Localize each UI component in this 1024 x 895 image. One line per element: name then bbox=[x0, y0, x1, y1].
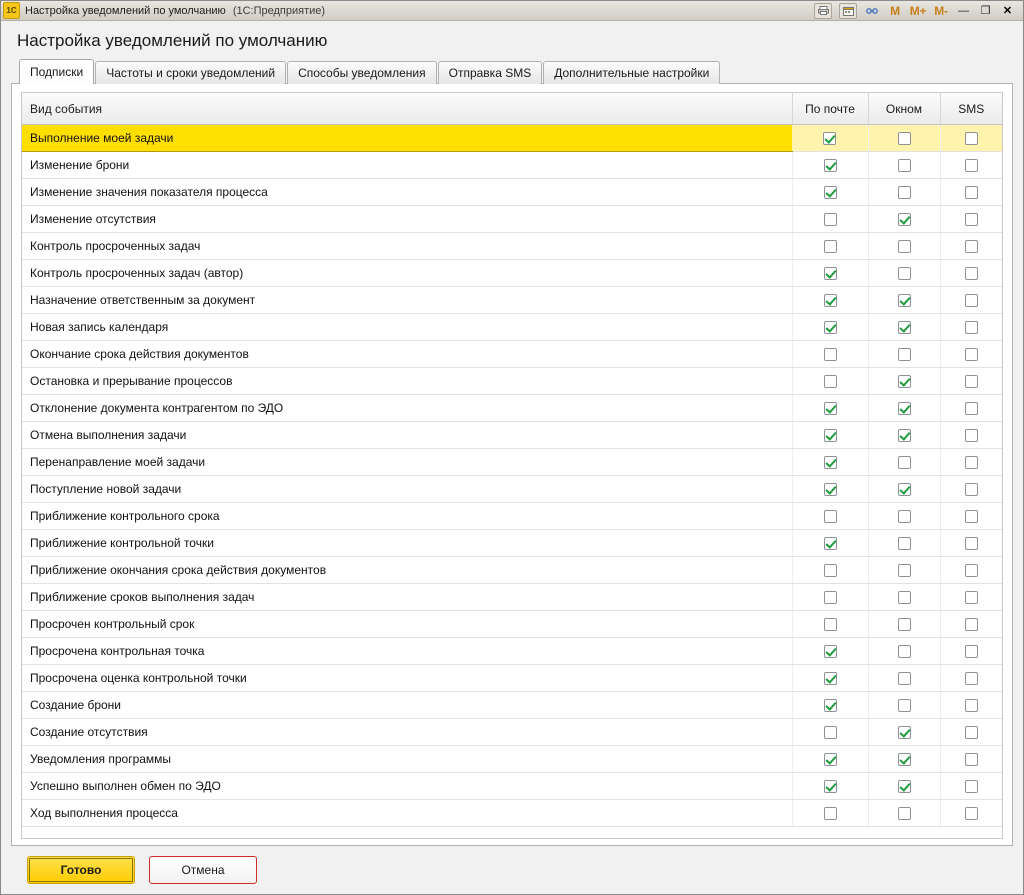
table-header-row bbox=[22, 93, 1002, 125]
page-title: Настройка уведомлений по умолчанию bbox=[17, 31, 328, 50]
event-name-cell[interactable]: Успешно выполнен обмен по ЭДО bbox=[22, 773, 792, 800]
checkbox-mail[interactable] bbox=[824, 618, 837, 631]
checkbox-mail-cell[interactable] bbox=[792, 341, 868, 368]
checkbox-sms[interactable] bbox=[965, 348, 978, 361]
checkbox-mail[interactable] bbox=[824, 753, 837, 766]
table-row[interactable] bbox=[22, 314, 1002, 341]
event-name-cell[interactable]: Выполнение моей задачи bbox=[22, 125, 792, 152]
event-name-cell[interactable]: Создание брони bbox=[22, 692, 792, 719]
checkbox-window[interactable] bbox=[898, 807, 911, 820]
tab-bar bbox=[19, 61, 1013, 84]
checkbox-mail-cell[interactable] bbox=[792, 260, 868, 287]
events-table-body bbox=[22, 125, 1002, 827]
checkbox-window-cell[interactable] bbox=[868, 584, 940, 611]
checkbox-mail-cell[interactable] bbox=[792, 206, 868, 233]
event-name-cell[interactable]: Приближение сроков выполнения задач bbox=[22, 584, 792, 611]
checkbox-window-cell[interactable] bbox=[868, 422, 940, 449]
checkbox-window[interactable] bbox=[898, 186, 911, 199]
checkbox-window[interactable] bbox=[898, 645, 911, 658]
checkbox-mail-cell[interactable] bbox=[792, 746, 868, 773]
done-button[interactable]: Готово bbox=[27, 856, 135, 884]
event-name-cell[interactable]: Просрочена оценка контрольной точки bbox=[22, 665, 792, 692]
checkbox-mail[interactable] bbox=[824, 348, 837, 361]
checkbox-window[interactable] bbox=[898, 537, 911, 550]
checkbox-window[interactable] bbox=[898, 132, 911, 145]
checkbox-mail-cell[interactable] bbox=[792, 449, 868, 476]
checkbox-mail-cell[interactable] bbox=[792, 395, 868, 422]
event-name-cell[interactable]: Контроль просроченных задач (автор) bbox=[22, 260, 792, 287]
checkbox-window[interactable] bbox=[898, 483, 911, 496]
checkbox-mail-cell[interactable] bbox=[792, 557, 868, 584]
event-name-cell[interactable]: Изменение брони bbox=[22, 152, 792, 179]
checkbox-mail-cell[interactable] bbox=[792, 584, 868, 611]
checkbox-sms[interactable] bbox=[965, 240, 978, 253]
checkbox-mail[interactable] bbox=[824, 267, 837, 280]
checkbox-sms[interactable] bbox=[965, 402, 978, 415]
checkbox-window[interactable] bbox=[898, 618, 911, 631]
checkbox-sms-cell[interactable] bbox=[940, 557, 1002, 584]
table-row[interactable] bbox=[22, 179, 1002, 206]
checkbox-mail[interactable] bbox=[824, 321, 837, 334]
checkbox-mail-cell[interactable] bbox=[792, 233, 868, 260]
checkbox-sms-cell[interactable] bbox=[940, 719, 1002, 746]
table-row[interactable] bbox=[22, 476, 1002, 503]
table-row[interactable] bbox=[22, 638, 1002, 665]
checkbox-sms-cell[interactable] bbox=[940, 368, 1002, 395]
table-row[interactable] bbox=[22, 692, 1002, 719]
table-row[interactable] bbox=[22, 665, 1002, 692]
footer-bar bbox=[11, 846, 1013, 894]
checkbox-sms[interactable] bbox=[965, 132, 978, 145]
checkbox-window-cell[interactable] bbox=[868, 665, 940, 692]
checkbox-window[interactable] bbox=[898, 348, 911, 361]
column-header-window[interactable]: Окном bbox=[868, 93, 940, 125]
checkbox-window-cell[interactable] bbox=[868, 773, 940, 800]
close-button[interactable]: ✕ bbox=[1002, 5, 1013, 17]
checkbox-mail[interactable] bbox=[824, 456, 837, 469]
column-header-event[interactable]: Вид события bbox=[22, 93, 792, 125]
checkbox-sms[interactable] bbox=[965, 456, 978, 469]
event-name-cell[interactable]: Приближение окончания срока действия документов bbox=[22, 557, 792, 584]
table-row[interactable] bbox=[22, 773, 1002, 800]
checkbox-window[interactable] bbox=[898, 402, 911, 415]
table-row[interactable] bbox=[22, 611, 1002, 638]
checkbox-sms-cell[interactable] bbox=[940, 422, 1002, 449]
checkbox-sms-cell[interactable] bbox=[940, 341, 1002, 368]
printer-icon[interactable] bbox=[814, 3, 832, 19]
checkbox-sms-cell[interactable] bbox=[940, 179, 1002, 206]
checkbox-mail[interactable] bbox=[824, 564, 837, 577]
checkbox-mail[interactable] bbox=[824, 240, 837, 253]
checkbox-mail[interactable] bbox=[824, 672, 837, 685]
event-name-cell[interactable]: Уведомления программы bbox=[22, 746, 792, 773]
title-bar-tools bbox=[814, 3, 1021, 19]
checkbox-sms-cell[interactable] bbox=[940, 746, 1002, 773]
m-plus-icon[interactable]: M+ bbox=[909, 3, 927, 18]
m-minus-icon[interactable]: M- bbox=[934, 3, 948, 18]
table-row[interactable] bbox=[22, 395, 1002, 422]
checkbox-mail[interactable] bbox=[824, 726, 837, 739]
checkbox-sms-cell[interactable] bbox=[940, 800, 1002, 827]
checkbox-sms[interactable] bbox=[965, 267, 978, 280]
checkbox-window[interactable] bbox=[898, 240, 911, 253]
table-row[interactable] bbox=[22, 449, 1002, 476]
checkbox-window-cell[interactable] bbox=[868, 206, 940, 233]
event-name-cell[interactable]: Назначение ответственным за документ bbox=[22, 287, 792, 314]
checkbox-window[interactable] bbox=[898, 564, 911, 577]
table-row[interactable] bbox=[22, 206, 1002, 233]
checkbox-mail[interactable] bbox=[824, 402, 837, 415]
window-subtitle: (1С:Предприятие) bbox=[232, 4, 326, 17]
checkbox-window-cell[interactable] bbox=[868, 611, 940, 638]
checkbox-window[interactable] bbox=[898, 591, 911, 604]
checkbox-sms[interactable] bbox=[965, 375, 978, 388]
checkbox-mail[interactable] bbox=[824, 699, 837, 712]
checkbox-mail-cell[interactable] bbox=[792, 179, 868, 206]
event-name-cell[interactable]: Новая запись календаря bbox=[22, 314, 792, 341]
checkbox-sms-cell[interactable] bbox=[940, 584, 1002, 611]
event-name-cell[interactable]: Перенаправление моей задачи bbox=[22, 449, 792, 476]
table-row[interactable] bbox=[22, 557, 1002, 584]
checkbox-window[interactable] bbox=[898, 267, 911, 280]
checkbox-window-cell[interactable] bbox=[868, 287, 940, 314]
window-content bbox=[1, 21, 1023, 894]
table-row[interactable] bbox=[22, 746, 1002, 773]
checkbox-window-cell[interactable] bbox=[868, 395, 940, 422]
checkbox-window[interactable] bbox=[898, 672, 911, 685]
checkbox-sms[interactable] bbox=[965, 537, 978, 550]
checkbox-mail-cell[interactable] bbox=[792, 476, 868, 503]
checkbox-sms-cell[interactable] bbox=[940, 773, 1002, 800]
checkbox-window[interactable] bbox=[898, 429, 911, 442]
checkbox-sms[interactable] bbox=[965, 807, 978, 820]
checkbox-mail-cell[interactable] bbox=[792, 287, 868, 314]
event-name-cell[interactable]: Отмена выполнения задачи bbox=[22, 422, 792, 449]
checkbox-mail-cell[interactable] bbox=[792, 152, 868, 179]
table-row[interactable] bbox=[22, 125, 1002, 152]
checkbox-window-cell[interactable] bbox=[868, 746, 940, 773]
checkbox-sms[interactable] bbox=[965, 510, 978, 523]
checkbox-window-cell[interactable] bbox=[868, 260, 940, 287]
table-row[interactable] bbox=[22, 287, 1002, 314]
checkbox-mail[interactable] bbox=[824, 780, 837, 793]
calendar-icon[interactable] bbox=[839, 3, 857, 19]
maximize-button[interactable]: ❐ bbox=[980, 5, 991, 17]
checkbox-sms-cell[interactable] bbox=[940, 125, 1002, 152]
checkbox-mail-cell[interactable] bbox=[792, 692, 868, 719]
table-empty-space bbox=[22, 827, 1002, 838]
checkbox-window-cell[interactable] bbox=[868, 449, 940, 476]
table-row[interactable] bbox=[22, 341, 1002, 368]
table-row[interactable] bbox=[22, 530, 1002, 557]
tab-5[interactable]: Дополнительные настройки bbox=[543, 61, 720, 84]
checkbox-mail-cell[interactable] bbox=[792, 638, 868, 665]
checkbox-window-cell[interactable] bbox=[868, 692, 940, 719]
checkbox-window[interactable] bbox=[898, 780, 911, 793]
checkbox-window[interactable] bbox=[898, 510, 911, 523]
checkbox-mail-cell[interactable] bbox=[792, 125, 868, 152]
checkbox-window-cell[interactable] bbox=[868, 638, 940, 665]
checkbox-mail[interactable] bbox=[824, 537, 837, 550]
events-table-container bbox=[21, 92, 1003, 839]
checkbox-mail-cell[interactable] bbox=[792, 611, 868, 638]
checkbox-window-cell[interactable] bbox=[868, 557, 940, 584]
title-bar bbox=[1, 1, 1023, 21]
checkbox-sms[interactable] bbox=[965, 591, 978, 604]
checkbox-mail-cell[interactable] bbox=[792, 422, 868, 449]
checkbox-mail[interactable] bbox=[824, 294, 837, 307]
checkbox-sms-cell[interactable] bbox=[940, 638, 1002, 665]
checkbox-window[interactable] bbox=[898, 375, 911, 388]
checkbox-mail[interactable] bbox=[824, 591, 837, 604]
checkbox-sms-cell[interactable] bbox=[940, 476, 1002, 503]
checkbox-sms[interactable] bbox=[965, 213, 978, 226]
checkbox-sms-cell[interactable] bbox=[940, 233, 1002, 260]
checkbox-sms[interactable] bbox=[965, 564, 978, 577]
checkbox-sms-cell[interactable] bbox=[940, 260, 1002, 287]
table-row[interactable] bbox=[22, 233, 1002, 260]
table-row[interactable] bbox=[22, 800, 1002, 827]
checkbox-sms-cell[interactable] bbox=[940, 503, 1002, 530]
checkbox-mail[interactable] bbox=[824, 645, 837, 658]
checkbox-sms[interactable] bbox=[965, 429, 978, 442]
checkbox-sms[interactable] bbox=[965, 753, 978, 766]
checkbox-mail-cell[interactable] bbox=[792, 503, 868, 530]
event-name-cell[interactable]: Создание отсутствия bbox=[22, 719, 792, 746]
tab-4[interactable]: Отправка SMS bbox=[438, 61, 543, 84]
checkbox-mail-cell[interactable] bbox=[792, 665, 868, 692]
event-name-cell[interactable]: Изменение значения показателя процесса bbox=[22, 179, 792, 206]
checkbox-sms-cell[interactable] bbox=[940, 611, 1002, 638]
checkbox-window-cell[interactable] bbox=[868, 314, 940, 341]
event-name-cell[interactable]: Отклонение документа контрагентом по ЭДО bbox=[22, 395, 792, 422]
event-name-cell[interactable]: Ход выполнения процесса bbox=[22, 800, 792, 827]
table-row[interactable] bbox=[22, 503, 1002, 530]
checkbox-mail-cell[interactable] bbox=[792, 800, 868, 827]
checkbox-sms-cell[interactable] bbox=[940, 395, 1002, 422]
checkbox-mail-cell[interactable] bbox=[792, 314, 868, 341]
link-icon[interactable] bbox=[864, 4, 880, 18]
table-row[interactable] bbox=[22, 368, 1002, 395]
event-name-cell[interactable]: Поступление новой задачи bbox=[22, 476, 792, 503]
checkbox-sms-cell[interactable] bbox=[940, 152, 1002, 179]
cancel-button[interactable]: Отмена bbox=[149, 856, 257, 884]
checkbox-sms-cell[interactable] bbox=[940, 287, 1002, 314]
checkbox-window[interactable] bbox=[898, 726, 911, 739]
column-header-sms[interactable]: SMS bbox=[940, 93, 1002, 125]
checkbox-mail[interactable] bbox=[824, 186, 837, 199]
checkbox-sms-cell[interactable] bbox=[940, 530, 1002, 557]
event-name-cell[interactable]: Приближение контрольного срока bbox=[22, 503, 792, 530]
checkbox-sms-cell[interactable] bbox=[940, 206, 1002, 233]
column-header-mail[interactable]: По почте bbox=[792, 93, 868, 125]
table-row[interactable] bbox=[22, 260, 1002, 287]
checkbox-mail[interactable] bbox=[824, 807, 837, 820]
checkbox-sms-cell[interactable] bbox=[940, 449, 1002, 476]
checkbox-sms[interactable] bbox=[965, 645, 978, 658]
checkbox-sms[interactable] bbox=[965, 294, 978, 307]
table-row[interactable] bbox=[22, 422, 1002, 449]
checkbox-window-cell[interactable] bbox=[868, 368, 940, 395]
event-name-cell[interactable]: Просрочен контрольный срок bbox=[22, 611, 792, 638]
checkbox-mail[interactable] bbox=[823, 132, 836, 145]
event-name-cell[interactable]: Окончание срока действия документов bbox=[22, 341, 792, 368]
checkbox-sms[interactable] bbox=[965, 483, 978, 496]
checkbox-window[interactable] bbox=[898, 159, 911, 172]
checkbox-window-cell[interactable] bbox=[868, 233, 940, 260]
table-row[interactable] bbox=[22, 152, 1002, 179]
checkbox-window-cell[interactable] bbox=[868, 530, 940, 557]
checkbox-mail[interactable] bbox=[824, 510, 837, 523]
checkbox-sms-cell[interactable] bbox=[940, 665, 1002, 692]
checkbox-mail[interactable] bbox=[824, 429, 837, 442]
minimize-button[interactable]: — bbox=[958, 4, 969, 17]
subscriptions-panel bbox=[11, 83, 1013, 846]
checkbox-sms-cell[interactable] bbox=[940, 692, 1002, 719]
event-name-cell[interactable]: Изменение отсутствия bbox=[22, 206, 792, 233]
checkbox-window[interactable] bbox=[898, 213, 911, 226]
checkbox-window[interactable] bbox=[898, 753, 911, 766]
checkbox-window[interactable] bbox=[898, 456, 911, 469]
table-row[interactable] bbox=[22, 584, 1002, 611]
checkbox-window-cell[interactable] bbox=[868, 152, 940, 179]
checkbox-window-cell[interactable] bbox=[868, 503, 940, 530]
checkbox-window-cell[interactable] bbox=[868, 800, 940, 827]
checkbox-sms[interactable] bbox=[965, 672, 978, 685]
checkbox-sms[interactable] bbox=[965, 618, 978, 631]
checkbox-window[interactable] bbox=[898, 294, 911, 307]
tab-3[interactable]: Способы уведомления bbox=[287, 61, 437, 84]
checkbox-sms[interactable] bbox=[965, 186, 978, 199]
checkbox-window[interactable] bbox=[898, 321, 911, 334]
checkbox-window-cell[interactable] bbox=[868, 476, 940, 503]
checkbox-sms-cell[interactable] bbox=[940, 314, 1002, 341]
tab-2[interactable]: Частоты и сроки уведомлений bbox=[95, 61, 286, 84]
checkbox-window-cell[interactable] bbox=[868, 341, 940, 368]
checkbox-window-cell[interactable] bbox=[868, 179, 940, 206]
checkbox-mail[interactable] bbox=[824, 213, 837, 226]
checkbox-sms[interactable] bbox=[965, 159, 978, 172]
checkbox-window-cell[interactable] bbox=[868, 719, 940, 746]
m-icon[interactable]: M bbox=[890, 3, 900, 18]
checkbox-mail[interactable] bbox=[824, 375, 837, 388]
event-name-cell[interactable]: Просрочена контрольная точка bbox=[22, 638, 792, 665]
event-name-cell[interactable]: Остановка и прерывание процессов bbox=[22, 368, 792, 395]
checkbox-sms[interactable] bbox=[965, 699, 978, 712]
window-title: Настройка уведомлений по умолчанию bbox=[25, 4, 226, 17]
table-row[interactable] bbox=[22, 719, 1002, 746]
checkbox-sms[interactable] bbox=[965, 321, 978, 334]
checkbox-window-cell[interactable] bbox=[868, 125, 940, 152]
event-name-cell[interactable]: Контроль просроченных задач bbox=[22, 233, 792, 260]
checkbox-sms[interactable] bbox=[965, 726, 978, 739]
checkbox-mail-cell[interactable] bbox=[792, 368, 868, 395]
checkbox-mail[interactable] bbox=[824, 483, 837, 496]
checkbox-mail-cell[interactable] bbox=[792, 719, 868, 746]
checkbox-window[interactable] bbox=[898, 699, 911, 712]
event-name-cell[interactable]: Приближение контрольной точки bbox=[22, 530, 792, 557]
tab-1[interactable]: Подписки bbox=[19, 59, 94, 84]
app-icon: 1С bbox=[3, 2, 20, 19]
events-table bbox=[22, 93, 1002, 827]
checkbox-mail-cell[interactable] bbox=[792, 773, 868, 800]
checkbox-mail[interactable] bbox=[824, 159, 837, 172]
checkbox-sms[interactable] bbox=[965, 780, 978, 793]
checkbox-mail-cell[interactable] bbox=[792, 530, 868, 557]
